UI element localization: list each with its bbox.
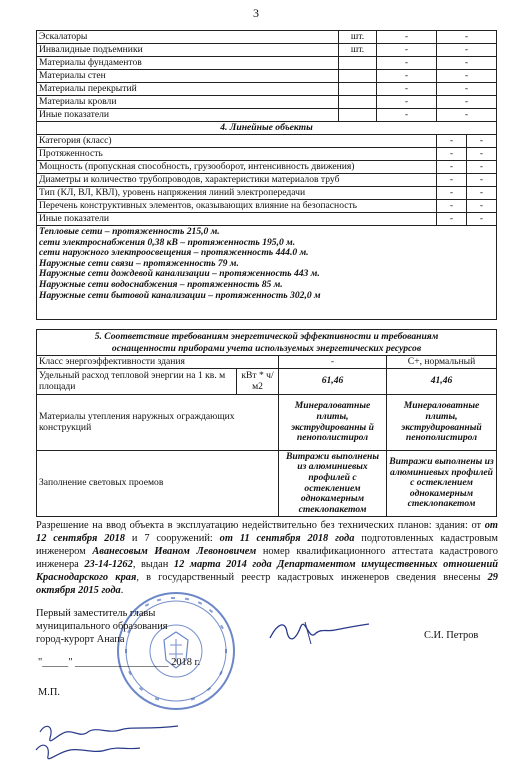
row-label: Иные показатели [37,213,437,226]
table-row [37,451,497,517]
row-label: Материалы фундаментов [37,57,339,70]
table-row [37,161,497,174]
cadastral-engineer-name: Аванесовым Иваном Левоновичем [92,546,257,557]
planned-value: Минераловатные плиты, экструдированны й пенополистирол [279,395,387,451]
table-row [37,369,497,395]
actual-value: - [467,187,497,200]
network-line: Наружные сети бытовой канализации – протяженность 302,0 м [39,289,321,301]
row-label: Инвалидные подъемники [37,44,339,57]
table-row [37,174,497,187]
planned-value: - [437,200,467,213]
row-unit [339,96,377,109]
section-title [37,330,497,356]
row-label: Иные показатели [37,109,339,122]
actual-value: - [467,161,497,174]
row-unit [339,83,377,96]
row-label: Заполнение световых проемов [37,451,279,517]
table-row [37,148,497,161]
permit-text: и 7 сооружений: [124,533,220,544]
actual-value: - [437,96,497,109]
actual-value: - [467,174,497,187]
actual-value: - [437,31,497,44]
planned-value: - [377,44,437,57]
signatory-name: С.И. Петров [424,630,479,641]
planned-value: 61,46 [279,369,387,395]
table-row [37,83,497,96]
table-row [37,187,497,200]
energy-efficiency-table [36,329,497,517]
row-label: Диаметры и количество трубопроводов, характеристики материалов труб [37,174,437,187]
network-line: сети наружного электроосвещения – протяженность 444.0 м. [39,247,309,259]
planned-value: - [437,213,467,226]
row-label: Класс энергоэффективности здания [37,356,279,369]
position-line: город-курорт Анапа [36,634,125,645]
table-row [37,70,497,83]
actual-value: Минераловатные плиты, экструдированный пенополистирол [387,395,497,451]
page-number: 3 [253,6,259,20]
actual-value: - [467,200,497,213]
row-label: Материалы перекрытий [37,83,339,96]
actual-value: - [437,44,497,57]
actual-value: - [437,109,497,122]
row-unit: кВт * ч/м2 [237,369,279,395]
row-label: Категория (класс) [37,135,437,148]
row-label: Тип (КЛ, ВЛ, КВЛ), уровень напряжения линий электропередачи [37,187,437,200]
planned-value: - [377,96,437,109]
network-line: Наружные сети связи – протяженность 79 м. [39,257,239,269]
table-row [37,44,497,57]
row-unit: шт. [339,31,377,44]
building-plan-date: от 12 сентября 2018 [36,520,498,544]
planned-value: - [279,356,387,369]
planned-value: - [437,148,467,161]
actual-value: 41,46 [387,369,497,395]
row-unit [339,109,377,122]
section-title-line: 5. Соответствие требованиям энергетической эффективности и требованиям [94,330,439,342]
actual-value: - [467,148,497,161]
table-row [37,200,497,213]
permit-text: , выдан [132,559,174,570]
permit-text: Разрешение на ввод объекта в эксплуатацию недействительно без технических планов: здания: от [36,520,485,531]
table-row [37,135,497,148]
planned-value: - [437,187,467,200]
registry-date: 29 октября 2015 года [36,572,498,596]
row-label: Эскалаторы [37,31,339,44]
position-line: муниципального образования [36,621,168,632]
section-title: 4. Линейные объекты [37,122,497,135]
actual-value: - [467,135,497,148]
certificate-number: 23-14-1262 [84,559,133,570]
actual-value: - [437,83,497,96]
network-line: сети электроснабжения 0,38 кВ – протяженность 195,0 м. [39,236,296,248]
actual-value: - [437,70,497,83]
table-row [37,109,497,122]
row-label: Материалы кровли [37,96,339,109]
permit-text: подготовленных кадастровым инженером [36,533,498,557]
row-label: Материалы утепления наружных ограждающих конструкций [37,395,279,451]
table-row [37,96,497,109]
permit-note [36,519,498,597]
planned-value: - [437,135,467,148]
handwritten-signature [265,612,375,652]
position-line: Первый заместитель главы [36,608,156,619]
row-unit [339,57,377,70]
permit-text: , в государственный реестр кадастровых инженеров сведения внесены [136,572,488,583]
planned-value: - [437,174,467,187]
row-label: Протяженность [37,148,437,161]
network-lengths [37,226,497,320]
table-row [37,57,497,70]
linear-objects-table [36,121,497,320]
actual-value: Витражи выполнены из алюминиевых профилей с остеклением однокамерным стеклопакетом [387,451,497,517]
row-unit [339,70,377,83]
row-unit: шт. [339,44,377,57]
network-line: Наружные сети дождевой канализации – протяженность 443 м. [39,268,320,280]
table-row [37,356,497,369]
table-row [37,213,497,226]
table-row [37,395,497,451]
indicators-table [36,30,497,122]
handwritten-note [28,716,198,766]
actual-value: - [437,57,497,70]
signatory-position [36,607,168,646]
planned-value: - [377,109,437,122]
permit-text: . [120,585,124,596]
permit-text: номер квалификационного аттестата кадастрового инженера [36,546,498,570]
planned-value: - [437,161,467,174]
row-label: Материалы стен [37,70,339,83]
certificate-issue-info: 12 марта 2014 года Департаментом имущественных отношений Краснодарского края [36,559,498,583]
planned-value: - [377,70,437,83]
structures-plan-date: от 11 сентября 2018 года [219,533,355,544]
planned-value: - [377,57,437,70]
network-line: Тепловые сети – протяженность 215,0 м. [39,226,220,237]
actual-value: С+, нормальный [387,356,497,369]
network-line: Наружные сети водоснабжения – протяженность 85 м. [39,278,283,290]
row-label: Мощность (пропускная способность, грузооборот, интенсивность движения) [37,161,437,174]
planned-value: Витражи выполнены из алюминиевых профилей с остеклением однокамерным стеклопакетом [279,451,387,517]
planned-value: - [377,83,437,96]
row-label: Перечень конструктивных элементов, оказывающих влияние на безопасность [37,200,437,213]
planned-value: - [377,31,437,44]
section-title-line: оснащенности приборами учета используемых энергетических ресурсов [111,342,422,354]
row-label: Удельный расход тепловой энергии на 1 кв. м площади [37,369,237,395]
stamp-place-label: М.П. [38,687,60,698]
actual-value: - [467,213,497,226]
signature-date: "_____" __________________ 2018 г. [38,657,201,668]
table-row [37,31,497,44]
